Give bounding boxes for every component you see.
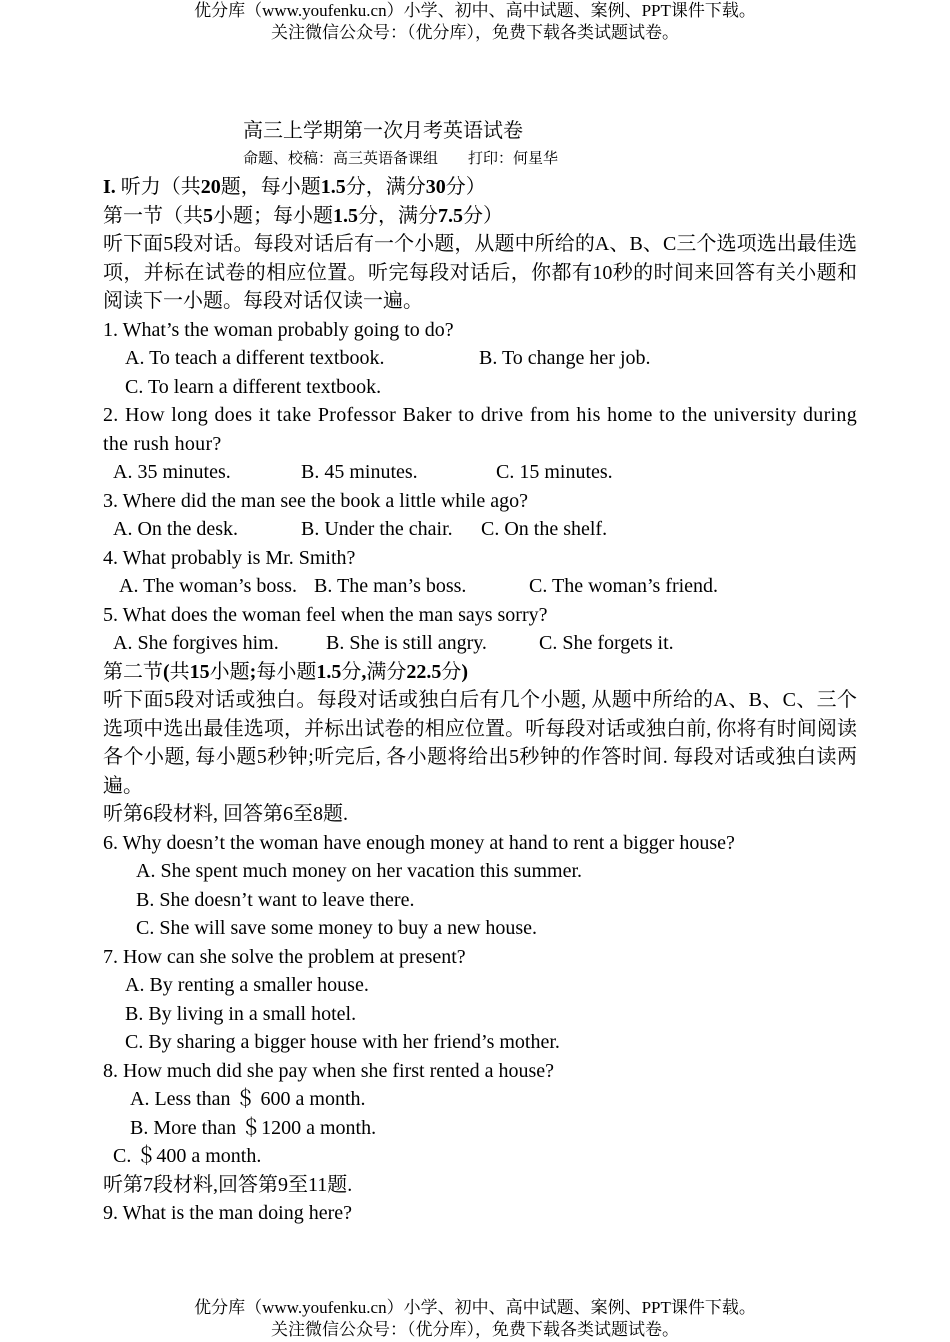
question-6: 6. Why doesn’t the woman have enough money at hand to rent a bigger house? xyxy=(103,831,735,854)
question-6-option-c: C. She will save some money to buy a new house. xyxy=(136,917,538,939)
exam-credits xyxy=(243,145,857,173)
option: B. The man’s boss. xyxy=(314,575,467,597)
question-2: 2. How long does it take Professor Baker to drive from his home to the university during the rush hour? xyxy=(103,404,857,455)
question-1-options xyxy=(103,344,857,373)
question-3: 3. Where did the man see the book a little while ago? xyxy=(103,489,529,512)
exam-title: 高三上学期第一次月考英语试卷 xyxy=(243,120,523,142)
question-1: 1. What’s the woman probably going to do? xyxy=(103,318,454,341)
question-9: 9. What is the man doing here? xyxy=(103,1202,353,1224)
material-6-heading: 听第6段材料, 回答第6至8题. xyxy=(103,803,348,825)
option: B. 45 minutes. xyxy=(301,461,418,483)
question-4-options xyxy=(103,572,857,601)
question-7-option-a: A. By renting a smaller house. xyxy=(125,974,369,996)
question-4: 4. What probably is Mr. Smith? xyxy=(103,546,356,569)
question-8-option-a: A. Less than ＄ 600 a month. xyxy=(130,1088,366,1110)
option: C. On the shelf. xyxy=(481,518,608,540)
page-header xyxy=(0,0,950,44)
section1-heading: 第一节（共5小题；每小题1.5分，满分7.5分） xyxy=(103,204,503,227)
question-3-options xyxy=(103,515,857,544)
part1-heading: I. 听力（共20题，每小题1.5分，满分30分） xyxy=(103,176,486,198)
question-1-option-c: C. To learn a different textbook. xyxy=(125,375,382,398)
material-7-heading: 听第7段材料,回答第9至11题. xyxy=(103,1173,353,1196)
option: A. She forgives him. xyxy=(113,632,279,654)
question-8: 8. How much did she pay when she first rented a house? xyxy=(103,1059,554,1082)
question-8-option-b: B. More than ＄1200 a month. xyxy=(130,1116,377,1139)
page-footer xyxy=(0,1297,950,1341)
section2-heading: 第二节(共15小题;每小题1.5分,满分22.5分) xyxy=(103,660,469,683)
question-2-options xyxy=(103,458,857,487)
footer-line-1: 优分库（www.youfenku.cn）小学、初中、高中试题、案例、PPT课件下载。 xyxy=(194,1298,756,1317)
option: B. She is still angry. xyxy=(326,632,487,654)
option: A. On the desk. xyxy=(113,518,238,540)
option: A. 35 minutes. xyxy=(113,461,231,483)
question-7-option-c: C. By sharing a bigger house with her friend’s mother. xyxy=(125,1031,560,1053)
option: B. Under the chair. xyxy=(301,518,453,540)
printer: 打印：何星华 xyxy=(468,151,559,167)
question-7-option-b: B. By living in a small hotel. xyxy=(125,1002,357,1025)
option: A. The woman’s boss. xyxy=(119,575,297,597)
header-line-1: 优分库（www.youfenku.cn）小学、初中、高中试题、案例、PPT课件下载。 xyxy=(194,1,756,20)
option: C. She forgets it. xyxy=(539,632,674,654)
section1-instructions: 听下面5段对话。每段对话后有一个小题，从题中所给的A、B、C三个选项选出最佳选项，并标在试卷的相应位置。听完每段对话后，你都有10秒的时间来回答有关小题和阅读下一小题。每段对话仅读一遍。 xyxy=(103,233,857,312)
header-line-2: 关注微信公众号：（优分库），免费下载各类试题试卷。 xyxy=(271,23,679,42)
exam-body xyxy=(103,117,857,1228)
option: C. The woman’s friend. xyxy=(529,575,719,597)
question-6-option-a: A. She spent much money on her vacation this summer. xyxy=(136,860,583,882)
option: C. 15 minutes. xyxy=(496,461,613,483)
section2-instructions: 听下面5段对话或独白。每段对话或独白后有几个小题, 从题中所给的A、B、C、三个选项中选出最佳选项，并标出试卷的相应位置。听每段对话或独白前, 你将有时间阅读各个小题, 每小题5秒钟;听完后, 各小题将给出5秒钟的作答时间. 每段对话或独白读两遍。 xyxy=(103,689,857,797)
footer-line-2: 关注微信公众号：（优分库），免费下载各类试题试卷。 xyxy=(271,1320,679,1339)
question-7: 7. How can she solve the problem at present? xyxy=(103,945,466,968)
question-6-option-b: B. She doesn’t want to leave there. xyxy=(136,888,415,911)
authors: 命题、校稿：高三英语备课组 xyxy=(243,151,439,167)
question-5-options xyxy=(103,629,857,658)
question-8-option-c: C. ＄400 a month. xyxy=(113,1145,262,1167)
option: B. To change her job. xyxy=(479,347,651,369)
question-5: 5. What does the woman feel when the man says sorry? xyxy=(103,603,548,626)
option: A. To teach a different textbook. xyxy=(125,347,385,369)
